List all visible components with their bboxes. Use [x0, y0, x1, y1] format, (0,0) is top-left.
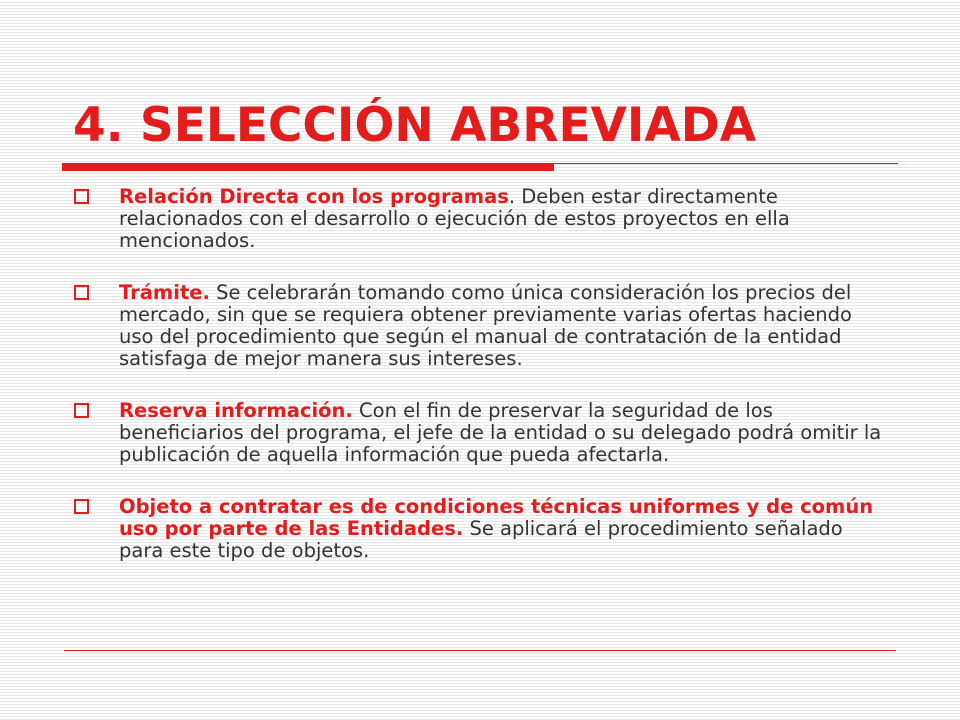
hollow-square-icon [74, 285, 89, 300]
title-underline-bar [62, 163, 554, 171]
bullet-lead: Trámite. [119, 281, 210, 304]
bullet-lead: Relación Directa con los programas [119, 185, 509, 208]
hollow-square-icon [74, 499, 89, 514]
bullet-list [72, 186, 892, 562]
hollow-square-icon [74, 403, 89, 418]
bullet-item-relacion-directa [72, 186, 892, 252]
footer-rule [64, 650, 896, 651]
bullet-text: . Deben estar directamente relacionados con el desarrollo o ejecución de estos proyectos en ella mencionados. [119, 185, 790, 252]
bullet-text: Se aplicará el procedimiento señalado para este tipo de objetos. [119, 517, 843, 562]
title-underline-rule [554, 163, 898, 164]
hollow-square-icon [74, 189, 89, 204]
bullet-item-objeto-a-contratar [72, 496, 892, 562]
bullet-text: Con el fin de preservar la seguridad de los beneficiarios del programa, el jefe de la entidad o su delegado podrá omitir la publicación de aquella información que pueda afectarla. [119, 399, 882, 466]
bullet-item-reserva-informacion [72, 400, 892, 466]
bullet-lead: Reserva información. [119, 399, 353, 422]
bullet-item-tramite [72, 282, 892, 370]
slide-title: 4. SELECCIÓN ABREVIADA [73, 98, 757, 153]
bullet-lead: Objeto a contratar es de condiciones técnicas uniformes y de común uso por parte de las Entidades. [119, 495, 874, 540]
bullet-text: Se celebrarán tomando como única consideración los precios del mercado, sin que se requiera obtener previamente varias ofertas haciendo uso del procedimiento que según el manual de contratación de la entidad satisfaga de mejor manera sus intereses. [119, 281, 852, 370]
